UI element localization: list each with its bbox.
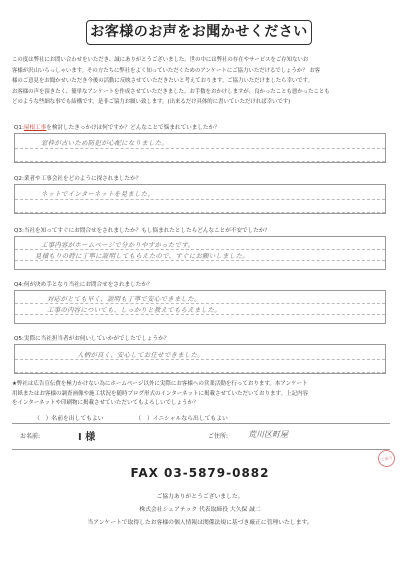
question-4-text: 何が決め手となり当社にお問合せをされましたか？ bbox=[23, 282, 153, 288]
name-label: お名前: bbox=[20, 433, 41, 440]
notice-line: 用紙またはお客様の調査画像や施工状況を随時ブログ形式のインターネットに掲載させていただいております。上記内容 bbox=[12, 390, 309, 397]
publication-notice bbox=[12, 380, 390, 409]
consent-choices bbox=[34, 413, 258, 422]
fax-number: FAX 03-5879-0882 bbox=[130, 466, 270, 480]
question-4 bbox=[14, 281, 386, 324]
stamp-icon: ご協力 bbox=[376, 448, 396, 468]
question-2 bbox=[14, 175, 386, 214]
intro-line: この度は弊社にお問い合わせをいただき、誠にありがとうございました。世の中には弊社の存在やサービスをご存知ないお bbox=[12, 57, 309, 63]
question-5 bbox=[14, 335, 386, 374]
question-3-answer-box[interactable] bbox=[14, 236, 386, 270]
intro-line: どのような些細な事でも結構です。是非ご協力お願い致します。(出来るだけ具体的に書いていただければ幸いです) bbox=[12, 99, 291, 106]
consent-initial-option[interactable]: （ ）イニシャルなら出してもよい bbox=[135, 416, 228, 422]
name-field[interactable]: I 様 bbox=[78, 432, 96, 443]
question-4-number: Q4: bbox=[14, 282, 24, 288]
intro-text bbox=[12, 55, 388, 108]
question-5-answer-box[interactable] bbox=[14, 344, 386, 374]
question-4-answer-box[interactable] bbox=[14, 290, 386, 324]
question-3-answer: 見積もりの時に丁寧に説明してもらえたので、すぐにお願いしました。 bbox=[35, 252, 249, 260]
footer-privacy: 当アンケートで取得したお客様の個人情報は関係法規に基づき厳正に管理いたします。 bbox=[87, 520, 313, 526]
question-5-label bbox=[14, 335, 386, 343]
question-3-label bbox=[14, 227, 386, 235]
question-1-answer-box[interactable] bbox=[14, 133, 386, 163]
footer-thanks: ご協力ありがとうございました。 bbox=[156, 494, 244, 500]
question-2-text: 業者や工事会社をどのように探されましたか？ bbox=[23, 176, 142, 182]
page-title: お客様のお声をお聞かせください bbox=[86, 20, 312, 45]
notice-line: をインターネットや印刷物に掲載させていただいてもよろしいでしょうか？ bbox=[12, 400, 199, 407]
consent-name-option[interactable]: （ ）名前を出してもよい bbox=[34, 416, 104, 422]
question-1 bbox=[14, 124, 386, 163]
question-2-label bbox=[14, 175, 386, 183]
question-1-number: Q1: bbox=[14, 125, 24, 131]
question-4-answer: 対応がとても早く、説明も丁寧で安心できました。 bbox=[47, 295, 201, 303]
question-1-highlight: 屋根工事 bbox=[23, 125, 47, 131]
signature-row bbox=[12, 423, 390, 450]
question-1-label bbox=[14, 124, 386, 132]
question-3-text: 当社を知ってすぐにお問合せをされましたか？もし悩まれたとしたらどんなことが不安でしたか？ bbox=[23, 228, 270, 234]
question-2-answer: ネットでインターネットを見ました。 bbox=[41, 190, 155, 198]
question-2-number: Q2: bbox=[14, 176, 24, 182]
question-5-answer: 人柄が良く、安心してお任せできました。 bbox=[77, 351, 204, 359]
footer-company: 株式会社シェアテック 代表取締役 大久保 誠二 bbox=[139, 507, 261, 513]
question-3-number: Q3: bbox=[14, 228, 24, 234]
question-3 bbox=[14, 227, 386, 270]
notice-line: ★弊社は広告宣伝費を極力かけない為にホームページ以外に実際にお客様への営業活動を行っております。本アンケート bbox=[12, 381, 308, 387]
question-4-label bbox=[14, 281, 386, 289]
question-4-answer: 工事の内容についても、しっかりと教えてもらえました。 bbox=[47, 306, 221, 314]
question-2-answer-box[interactable] bbox=[14, 184, 386, 214]
intro-line: 様のご意見をお聞かせいただき今後の活動に反映させていただきたいと考えております。ご協力いただけましたら幸いです。 bbox=[12, 78, 314, 85]
address-label: ご住所: bbox=[208, 433, 229, 440]
question-5-text: 実際に当社担当者がお伺いしていかがでしたでしょうか？ bbox=[23, 336, 170, 342]
question-1-answer: 窓枠が古いため防犯が心配になりました。 bbox=[41, 139, 169, 147]
question-3-answer: 工事内容がホームページで分かりやすかったです。 bbox=[41, 241, 195, 249]
question-5-number: Q5: bbox=[14, 336, 24, 342]
intro-line: お客様の声を頂きたく、簡単なアンケートを作成させていただきました。お手数をおかけしますが、良かったことも悪かったことも bbox=[12, 88, 330, 95]
address-field[interactable]: 荒川区町屋 bbox=[248, 430, 288, 439]
intro-line: 客様が沢山いらっしゃいます。その方たちに弊社をよく知っていただくためのアンケートにご協力いただけるでしょうか？ お客 bbox=[12, 67, 321, 74]
question-1-text: を検討したきっかけは何ですか？どんなことで悩まれていましたか？ bbox=[46, 125, 220, 131]
